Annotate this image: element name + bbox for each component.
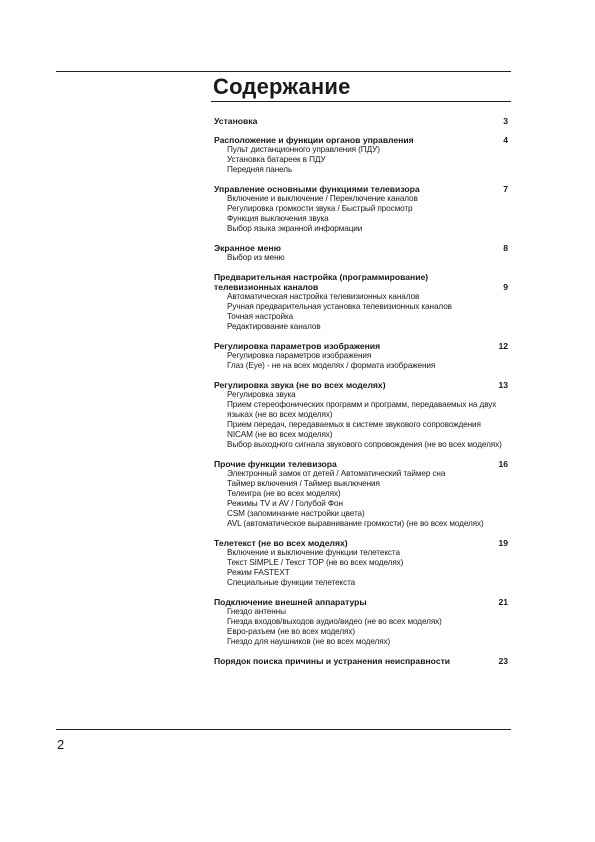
page-title: Содержание [213,74,351,99]
toc-heading-title: Телетекст (не во всех моделях) [214,538,348,548]
toc-section [214,341,508,371]
toc-heading[interactable] [214,116,508,126]
toc-subitem[interactable]: Редактирование каналов [227,322,321,331]
toc-subitem[interactable]: Прием передач, передаваемых в системе звукового сопровождения NICAM (не во всех моделях) [227,420,481,439]
toc-subitem[interactable]: Функция выключения звука [227,214,329,223]
toc-subitem[interactable]: Электронный замок от детей / Автоматический таймер сна [227,469,446,478]
title-underline [211,101,511,102]
toc-heading-page-number: 13 [498,380,508,390]
toc-subitem[interactable]: Регулировка громкости звука / Быстрый просмотр [227,204,413,213]
toc-heading-title: Расположение и функции органов управления [214,135,414,145]
toc-subitem[interactable]: Точная настройка [227,312,294,321]
toc-heading[interactable] [214,184,508,194]
toc-heading-page-number: 21 [498,597,508,607]
bottom-rule [56,729,511,730]
toc-heading-page-number: 12 [498,341,508,351]
toc-subitem[interactable]: Включение и выключение функции телетекста [227,548,400,557]
toc-section [214,459,508,529]
toc-subitem[interactable]: Включение и выключение / Переключение каналов [227,194,418,203]
toc-heading-title: Порядок поиска причины и устранения неисправности [214,656,451,666]
toc-subitem[interactable]: Гнездо антенны [227,607,286,616]
toc-subitem[interactable]: Телеигра (не во всех моделях) [227,489,341,498]
toc-heading-page-number: 16 [498,459,508,469]
toc-subitem[interactable]: Таймер включения / Таймер выключения [227,479,380,488]
toc-subitem[interactable]: Выбор из меню [227,253,285,262]
table-of-contents [214,116,508,675]
toc-heading-title: Подключение внешней аппаратуры [214,597,367,607]
toc-heading[interactable] [214,341,508,351]
toc-subitem[interactable]: Установка батареек в ПДУ [227,155,326,164]
toc-heading-page-number: 19 [498,538,508,548]
toc-heading[interactable] [214,656,508,666]
toc-subitem[interactable]: Ручная предварительная установка телевизионных каналов [227,302,452,311]
toc-subitem[interactable]: Пульт дистанционного управления (ПДУ) [227,145,380,154]
toc-heading-title: Регулировка параметров изображения [214,341,381,351]
toc-section [214,656,508,666]
toc-subitem[interactable]: Гнезда входов/выходов аудио/видео (не во всех моделях) [227,617,442,626]
toc-subitem[interactable]: Прием стереофонических программ и программ, передаваемых на двух языках (не во всех моделях) [227,400,497,419]
toc-subitem[interactable]: Текст SIMPLE / Текст TOP (не во всех моделях) [227,558,404,567]
toc-subitem[interactable]: Регулировка звука [227,390,296,399]
toc-section [214,116,508,126]
toc-heading-title: Регулировка звука (не во всех моделях) [214,380,386,390]
toc-subitem[interactable]: Выбор языка экранной информации [227,224,363,233]
toc-heading[interactable] [214,459,508,469]
toc-subitem[interactable]: Режимы TV и AV / Голубой Фон [227,499,343,508]
toc-heading[interactable] [214,272,508,292]
toc-heading-page-number: 7 [503,184,508,194]
toc-subitem[interactable]: Евро-разъем (не во всех моделях) [227,627,355,636]
toc-subitem[interactable]: AVL (автоматическое выравнивание громкости) (не во всех моделях) [227,519,484,528]
toc-heading-page-number: 3 [503,116,508,126]
toc-section [214,380,508,450]
toc-section [214,538,508,588]
toc-heading-title: Предварительная настройка (программирование) телевизионных каналов [214,272,429,292]
toc-heading[interactable] [214,597,508,607]
top-rule [56,71,511,72]
toc-subitem[interactable]: Регулировка параметров изображения [227,351,372,360]
toc-heading-page-number: 9 [503,282,508,292]
toc-subitem[interactable]: Передняя панель [227,165,293,174]
toc-section [214,135,508,175]
toc-heading[interactable] [214,135,508,145]
page-number: 2 [57,737,65,752]
toc-subitem[interactable]: Гнездо для наушников (не во всех моделях) [227,637,391,646]
toc-subitem[interactable]: Выбор выходного сигнала звукового сопровождения (не во всех моделях) [227,440,502,449]
toc-heading-page-number: 23 [498,656,508,666]
toc-heading-page-number: 8 [503,243,508,253]
toc-subitem[interactable]: CSM (запоминание настройки цвета) [227,509,365,518]
toc-heading[interactable] [214,243,508,253]
toc-heading-title: Установка [214,116,258,126]
toc-subitem[interactable]: Режим FASTEXT [227,568,290,577]
toc-heading[interactable] [214,538,508,548]
toc-section [214,243,508,263]
toc-heading[interactable] [214,380,508,390]
toc-heading-title: Экранное меню [214,243,281,253]
toc-section [214,597,508,647]
toc-section [214,184,508,234]
toc-heading-page-number: 4 [503,135,508,145]
toc-subitem[interactable]: Автоматическая настройка телевизионных каналов [227,292,420,301]
toc-heading-title: Прочие функции телевизора [214,459,337,469]
toc-subitem[interactable]: Специальные функции телетекста [227,578,356,587]
toc-section [214,272,508,332]
toc-heading-title: Управление основными функциями телевизора [214,184,420,194]
toc-subitem[interactable]: Глаз (Eye) - не на всех моделях / формата изображения [227,361,436,370]
